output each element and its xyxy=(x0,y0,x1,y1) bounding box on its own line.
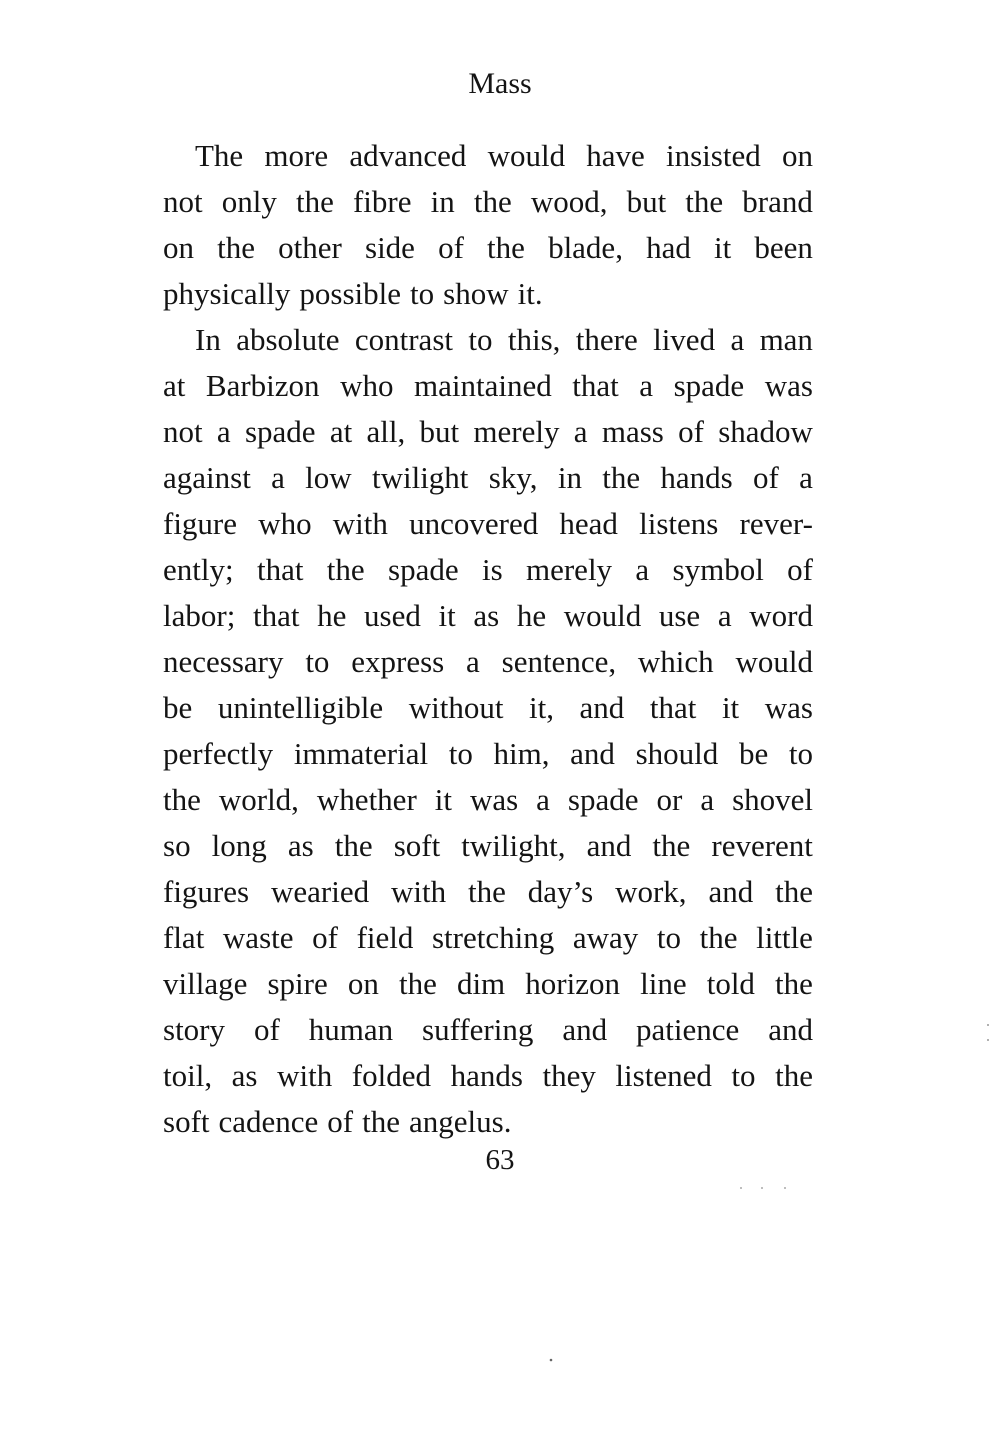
word: with xyxy=(277,1058,333,1093)
word: merely xyxy=(473,414,560,449)
word: show xyxy=(443,276,509,311)
word: folded xyxy=(351,1058,431,1093)
word: listened xyxy=(615,1058,712,1093)
word: spade xyxy=(244,414,316,449)
word: and xyxy=(586,828,632,863)
word: a xyxy=(700,782,715,817)
word: to xyxy=(788,736,813,771)
word: should xyxy=(635,736,719,771)
word: told xyxy=(706,966,755,1001)
word: the xyxy=(217,230,256,265)
word: advanced xyxy=(349,138,467,173)
word: spade xyxy=(673,368,745,403)
word: and xyxy=(570,736,615,771)
word: spade xyxy=(388,552,459,587)
word: soft xyxy=(163,1104,210,1139)
word: necessary xyxy=(163,644,284,679)
word: would xyxy=(487,138,566,173)
word: or xyxy=(656,782,683,817)
scan-speck xyxy=(761,1187,763,1189)
word: a xyxy=(799,460,813,495)
word: and xyxy=(768,1012,813,1047)
scan-speck xyxy=(740,1187,742,1189)
word: physically xyxy=(163,276,291,311)
word: waste xyxy=(222,920,294,955)
word: lived xyxy=(653,322,716,357)
word: with xyxy=(390,874,447,909)
word: other xyxy=(278,230,342,265)
word: it, xyxy=(529,690,554,725)
word: hands xyxy=(450,1058,523,1093)
word: listens xyxy=(639,506,719,541)
word: as xyxy=(473,598,500,633)
word: soft xyxy=(393,828,441,863)
word: was xyxy=(764,368,813,403)
word: as xyxy=(231,1058,258,1093)
word: to xyxy=(731,1058,756,1093)
word: of xyxy=(438,230,464,265)
word: this, xyxy=(507,322,561,357)
word: it xyxy=(438,598,456,633)
word: as xyxy=(287,828,314,863)
word: suffering xyxy=(422,1012,534,1047)
word: which xyxy=(637,644,714,679)
word: they xyxy=(542,1058,596,1093)
word: whether xyxy=(316,782,417,817)
word: a xyxy=(466,644,480,679)
word: dim xyxy=(456,966,506,1001)
word: ently; xyxy=(163,552,234,587)
word: a xyxy=(730,322,745,357)
word: stretching xyxy=(431,920,555,955)
word: side xyxy=(365,230,415,265)
word: immaterial xyxy=(293,736,429,771)
scan-speck xyxy=(550,1359,553,1362)
word: village xyxy=(163,966,248,1001)
word: that xyxy=(252,598,300,633)
word: of xyxy=(312,920,338,955)
word: the xyxy=(487,230,525,265)
word: labor; xyxy=(163,598,236,633)
word: so xyxy=(163,828,191,863)
word: and xyxy=(708,874,754,909)
word: In xyxy=(195,322,221,357)
word: of xyxy=(753,460,779,495)
word: perfectly xyxy=(163,736,274,771)
word: a xyxy=(536,782,550,817)
word: cadence xyxy=(218,1104,319,1139)
word: sentence, xyxy=(501,644,617,679)
word: a xyxy=(573,414,588,449)
word: without xyxy=(408,690,504,725)
word: at xyxy=(329,414,353,449)
word: toil, xyxy=(163,1058,213,1093)
word: field xyxy=(356,920,414,955)
word: and xyxy=(562,1012,608,1047)
word: who xyxy=(340,368,394,403)
word: wood, xyxy=(530,184,608,219)
word: of xyxy=(787,552,813,587)
word: him, xyxy=(493,736,550,771)
word: be xyxy=(738,736,769,771)
word: twilight xyxy=(371,460,469,495)
word: unintelligible xyxy=(217,690,384,725)
word: would xyxy=(735,644,813,679)
word: the xyxy=(362,1104,400,1139)
word: sky, xyxy=(488,460,538,495)
word: a xyxy=(635,552,650,587)
word: Barbizon xyxy=(205,368,320,403)
word: the xyxy=(775,966,813,1001)
word: the xyxy=(163,782,201,817)
word: it xyxy=(434,782,452,817)
word: the xyxy=(775,1058,813,1093)
word: of xyxy=(253,1012,280,1047)
scan-speck xyxy=(784,1187,786,1189)
word: used xyxy=(364,598,421,633)
word: on xyxy=(163,230,194,265)
word: wearied xyxy=(270,874,370,909)
word: symbol xyxy=(672,552,764,587)
word: had xyxy=(646,230,691,265)
word: on xyxy=(347,966,379,1001)
word: merely xyxy=(525,552,613,587)
word: day’s xyxy=(527,874,594,909)
word: of xyxy=(678,414,704,449)
word: line xyxy=(640,966,687,1001)
word: away xyxy=(572,920,639,955)
word: but xyxy=(626,184,667,219)
word: a xyxy=(271,460,285,495)
word: work, xyxy=(615,874,687,909)
word: against xyxy=(163,460,251,495)
word: contrast xyxy=(354,322,453,357)
word: figures xyxy=(163,874,250,909)
word: all, xyxy=(366,414,406,449)
word: who xyxy=(258,506,312,541)
word: horizon xyxy=(525,966,620,1001)
word: with xyxy=(332,506,388,541)
word: man xyxy=(759,322,813,357)
word: patience xyxy=(636,1012,740,1047)
word: the xyxy=(685,184,724,219)
word: and xyxy=(579,690,625,725)
word: reverent xyxy=(711,828,813,863)
word: possible xyxy=(299,276,402,311)
word: in xyxy=(430,184,455,219)
word: the xyxy=(295,184,334,219)
word: that xyxy=(572,368,619,403)
word: to xyxy=(656,920,681,955)
word: more xyxy=(264,138,329,173)
word: was xyxy=(764,690,813,725)
word: been xyxy=(754,230,813,265)
word: not xyxy=(163,414,203,449)
word: twilight, xyxy=(461,828,566,863)
word: head xyxy=(559,506,618,541)
word: world, xyxy=(218,782,299,817)
word: the xyxy=(652,828,691,863)
page-number: 63 xyxy=(485,1144,515,1176)
word: a xyxy=(639,368,654,403)
word: on xyxy=(781,138,813,173)
word: that xyxy=(649,690,697,725)
word: spade xyxy=(567,782,639,817)
word: to xyxy=(410,276,435,311)
word: he xyxy=(317,598,347,633)
word: flat xyxy=(163,920,205,955)
word: human xyxy=(308,1012,394,1047)
word: would xyxy=(563,598,642,633)
word: the xyxy=(602,460,641,495)
word: the xyxy=(699,920,738,955)
word: it xyxy=(721,690,740,725)
word: figure xyxy=(163,506,238,541)
word: but xyxy=(419,414,460,449)
word: express xyxy=(351,644,445,679)
word: angelus. xyxy=(409,1104,512,1139)
word: word xyxy=(749,598,813,633)
word: fibre xyxy=(352,184,412,219)
word: the xyxy=(334,828,373,863)
word: rever- xyxy=(739,506,813,541)
scan-speck xyxy=(987,1039,989,1041)
word: blade, xyxy=(548,230,623,265)
word: spire xyxy=(267,966,328,1001)
word: was xyxy=(469,782,519,817)
word: the xyxy=(398,966,437,1001)
word: of xyxy=(327,1104,354,1139)
word: use xyxy=(658,598,701,633)
word: to xyxy=(305,644,330,679)
running-title: Mass xyxy=(468,67,532,100)
word: a xyxy=(216,414,231,449)
word: insisted xyxy=(666,138,761,173)
word: brand xyxy=(742,184,813,219)
word: long xyxy=(211,828,267,863)
word: low xyxy=(305,460,352,495)
word: mass xyxy=(601,414,664,449)
word: the xyxy=(326,552,365,587)
word: maintained xyxy=(414,368,552,403)
word: story xyxy=(163,1012,225,1047)
word: not xyxy=(163,184,203,219)
scan-speck xyxy=(987,1024,989,1026)
word: it xyxy=(714,230,732,265)
word: there xyxy=(575,322,638,357)
word: the xyxy=(775,874,813,909)
word: it. xyxy=(517,276,543,311)
word: be xyxy=(163,690,193,725)
word: at xyxy=(163,368,186,403)
word: shadow xyxy=(718,414,813,449)
word: to xyxy=(468,322,493,357)
word: absolute xyxy=(236,322,340,357)
word: he xyxy=(516,598,547,633)
word: uncovered xyxy=(409,506,539,541)
word: the xyxy=(468,874,506,909)
word: to xyxy=(448,736,473,771)
word: a xyxy=(717,598,732,633)
word: have xyxy=(586,138,645,173)
word: The xyxy=(195,138,244,173)
word: that xyxy=(256,552,304,587)
word: the xyxy=(473,184,512,219)
word: in xyxy=(557,460,582,495)
word: little xyxy=(756,920,813,955)
word: only xyxy=(221,184,277,219)
word: shovel xyxy=(732,782,813,817)
word: is xyxy=(481,552,503,587)
word: hands xyxy=(660,460,733,495)
